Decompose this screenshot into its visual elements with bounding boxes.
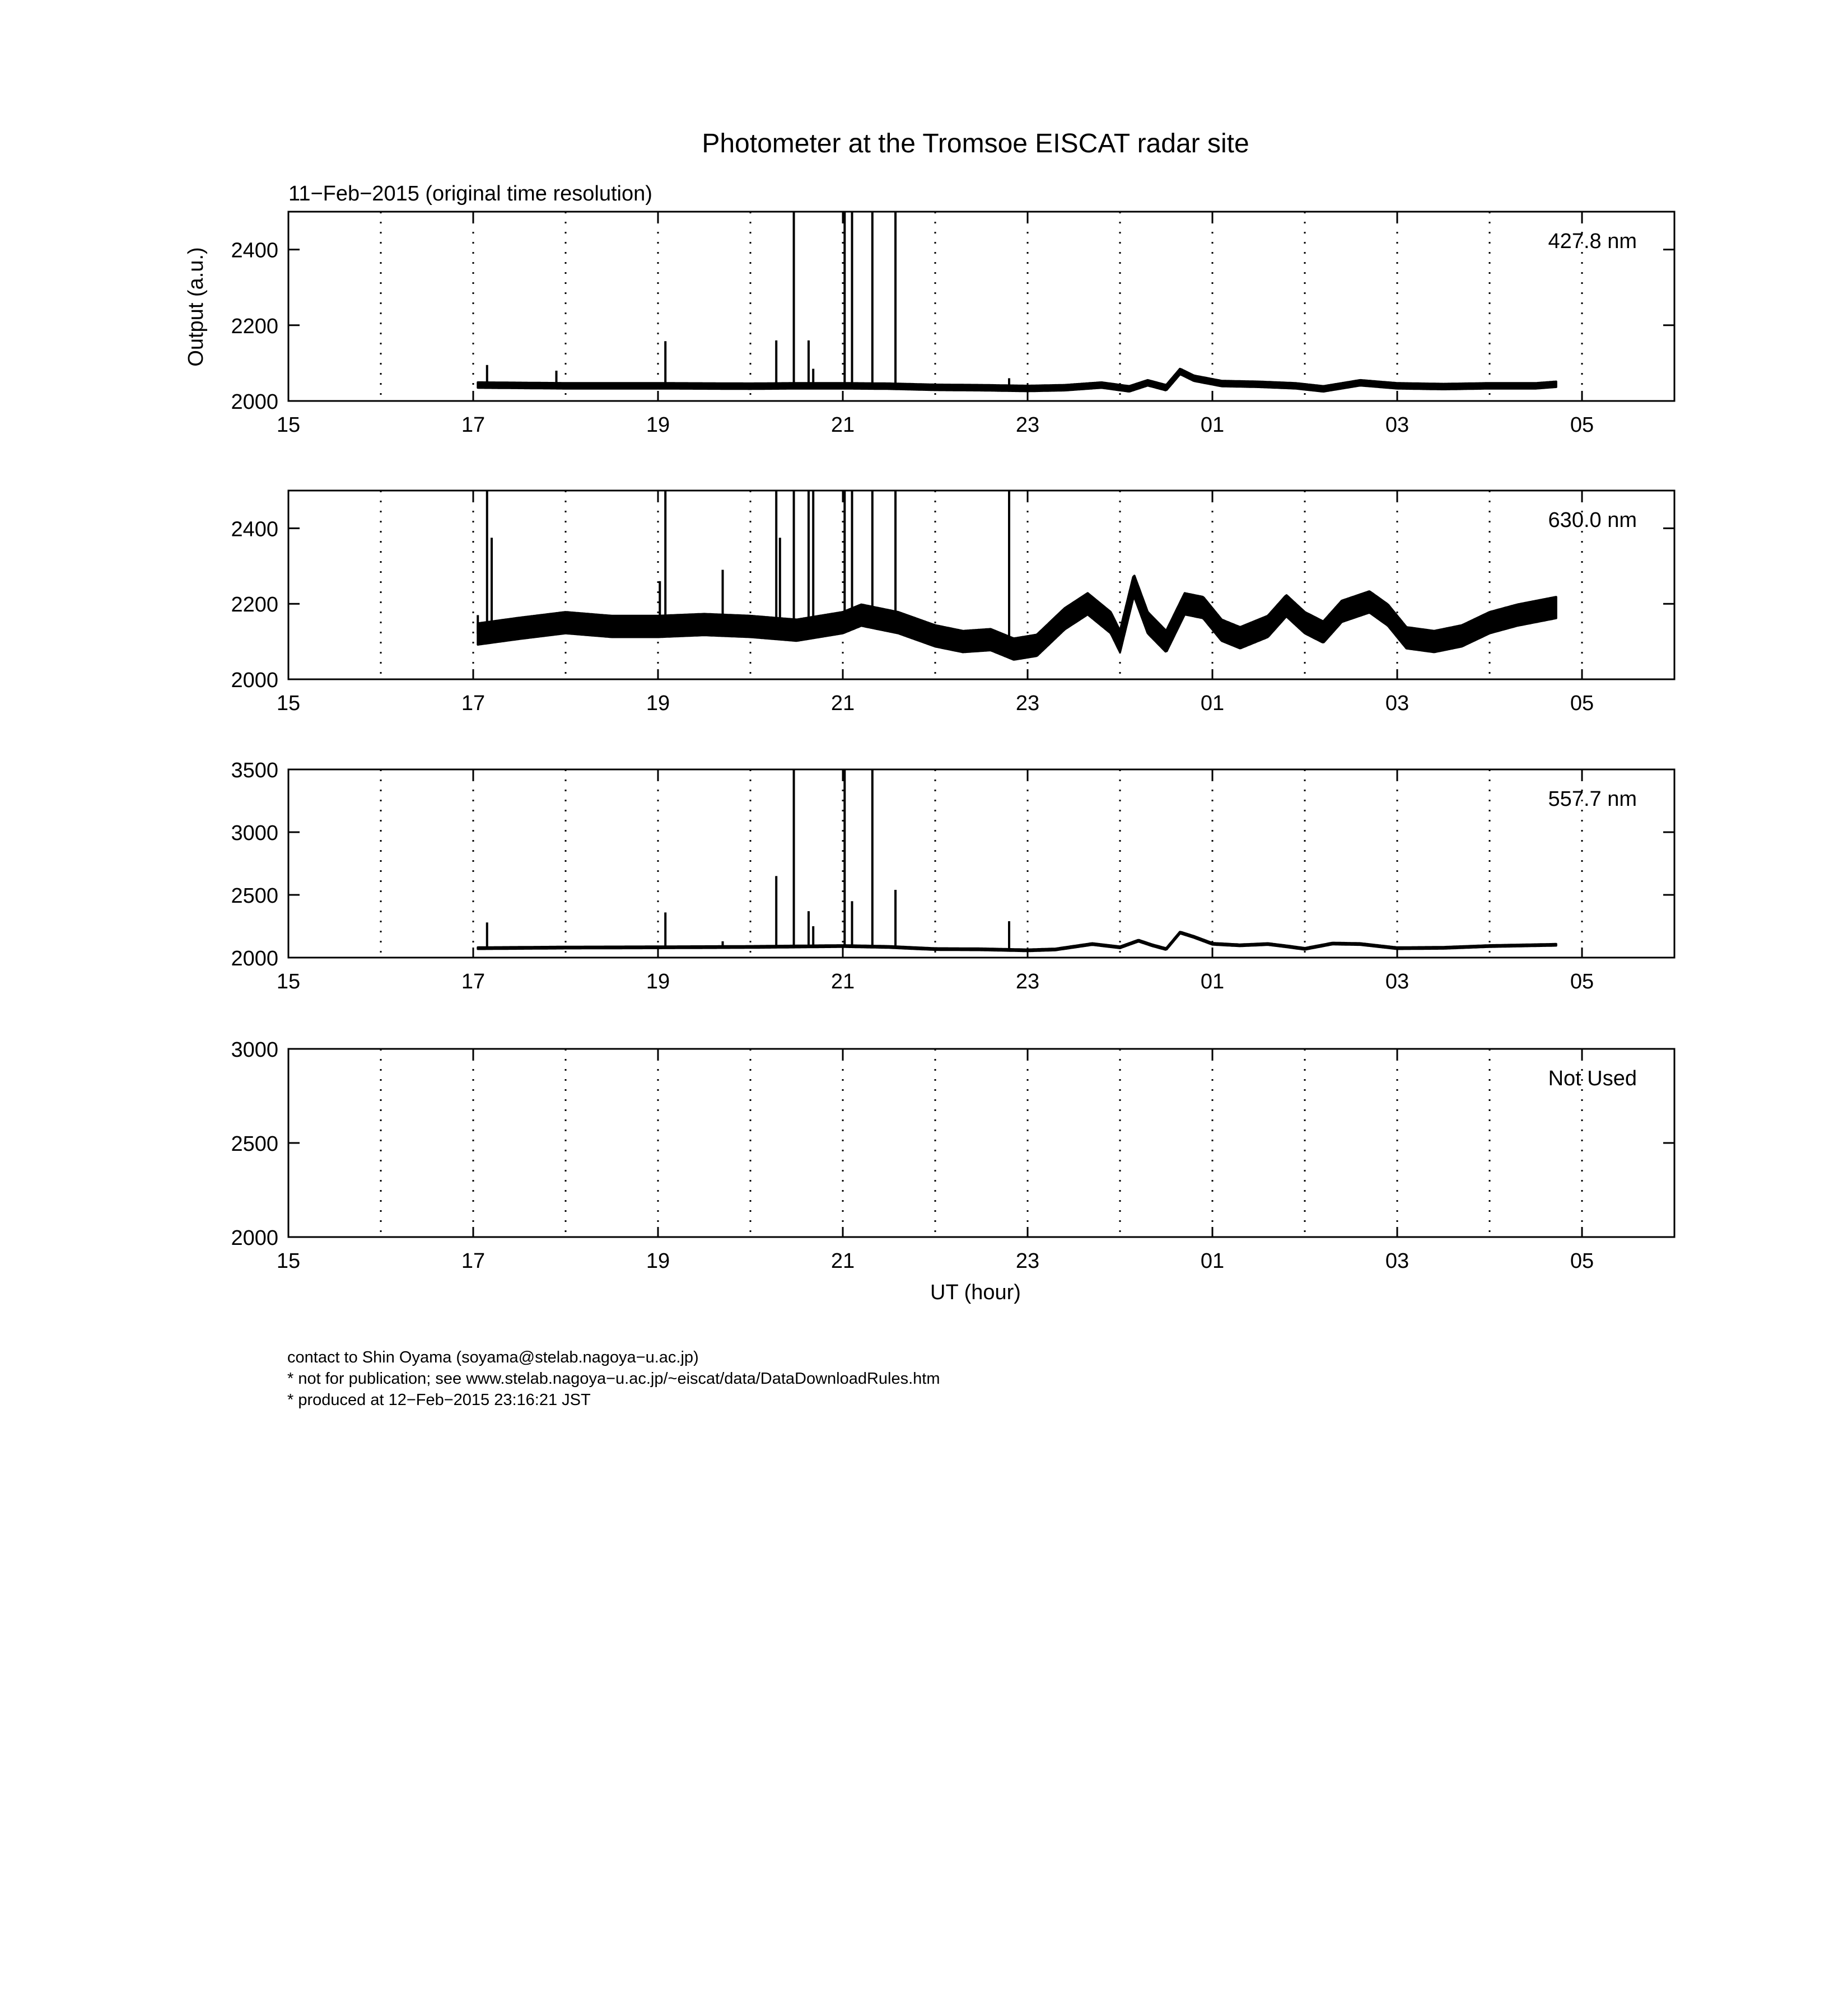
y-tick-label: 2000 (231, 947, 278, 970)
x-tick-label: 23 (1015, 692, 1040, 715)
y-tick-label: 2500 (231, 884, 278, 908)
x-tick-label: 23 (1015, 970, 1040, 993)
y-tick-label: 2400 (231, 239, 278, 263)
x-tick-label: 03 (1385, 692, 1410, 715)
x-tick-label: 01 (1200, 413, 1225, 437)
x-tick-label: 21 (830, 970, 855, 993)
x-tick-label: 15 (276, 692, 301, 715)
y-tick-label: 2000 (231, 1226, 278, 1250)
footer-produced: * produced at 12−Feb−2015 23:16:21 JST (287, 1391, 591, 1409)
x-tick-label: 01 (1200, 692, 1225, 715)
y-axis-title: Output (a.u.) (184, 247, 208, 367)
x-tick-label: 21 (830, 692, 855, 715)
y-tick-label: 2400 (231, 517, 278, 542)
x-tick-label: 17 (461, 970, 486, 993)
series-1-band (478, 369, 1556, 391)
plot-frame (288, 1049, 1674, 1237)
x-tick-label: 17 (461, 413, 486, 437)
plot-frame (288, 212, 1674, 401)
x-tick-label: 19 (646, 413, 670, 437)
panel-4 (231, 1038, 1674, 1273)
x-tick-label: 01 (1200, 1249, 1225, 1273)
channel-label: 557.7 nm (1548, 787, 1637, 811)
footer-notes (287, 1347, 940, 1411)
x-tick-label: 03 (1385, 970, 1410, 993)
x-tick-label: 19 (646, 1249, 670, 1273)
x-tick-label: 05 (1570, 1249, 1594, 1273)
panel-3 (231, 759, 1674, 993)
figure-title: Photometer at the Tromsoe EISCAT radar site (702, 129, 1249, 158)
channel-label: 427.8 nm (1548, 230, 1637, 253)
x-tick-label: 21 (830, 1249, 855, 1273)
x-tick-label: 05 (1570, 413, 1594, 437)
x-tick-label: 05 (1570, 692, 1594, 715)
x-axis-title: UT (hour) (930, 1281, 1021, 1304)
x-tick-label: 23 (1015, 1249, 1040, 1273)
footer-contact: contact to Shin Oyama (soyama@stelab.nagoya−u.ac.jp) (287, 1348, 699, 1366)
x-tick-label: 23 (1015, 413, 1040, 437)
panel-2 (231, 491, 1674, 715)
y-tick-label: 3000 (231, 822, 278, 845)
series-1-band (478, 576, 1556, 660)
x-tick-label: 21 (830, 413, 855, 437)
panels (231, 212, 1674, 1273)
x-tick-label: 19 (646, 692, 670, 715)
y-tick-label: 3000 (231, 1038, 278, 1062)
y-tick-label: 2000 (231, 390, 278, 414)
x-tick-label: 17 (461, 692, 486, 715)
y-tick-label: 2200 (231, 593, 278, 617)
x-tick-label: 01 (1200, 970, 1225, 993)
x-tick-label: 15 (276, 970, 301, 993)
channel-label: 630.0 nm (1548, 508, 1637, 532)
y-tick-label: 2200 (231, 314, 278, 338)
footer-rules: * not for publication; see www.stelab.nagoya−u.ac.jp/~eiscat/data/DataDownloadRules.htm (287, 1370, 940, 1388)
x-tick-label: 15 (276, 1249, 301, 1273)
x-tick-label: 03 (1385, 1249, 1410, 1273)
x-tick-label: 19 (646, 970, 670, 993)
y-tick-label: 2500 (231, 1132, 278, 1156)
x-tick-label: 05 (1570, 970, 1594, 993)
y-tick-label: 3500 (231, 759, 278, 782)
figure-subtitle: 11−Feb−2015 (original time resolution) (288, 182, 652, 206)
series-1-band (478, 932, 1556, 951)
panel-1 (231, 212, 1674, 437)
channel-label: Not Used (1548, 1067, 1637, 1090)
x-tick-label: 17 (461, 1249, 486, 1273)
x-tick-label: 15 (276, 413, 301, 437)
y-tick-label: 2000 (231, 669, 278, 692)
plot-frame (288, 769, 1674, 958)
x-tick-label: 03 (1385, 413, 1410, 437)
